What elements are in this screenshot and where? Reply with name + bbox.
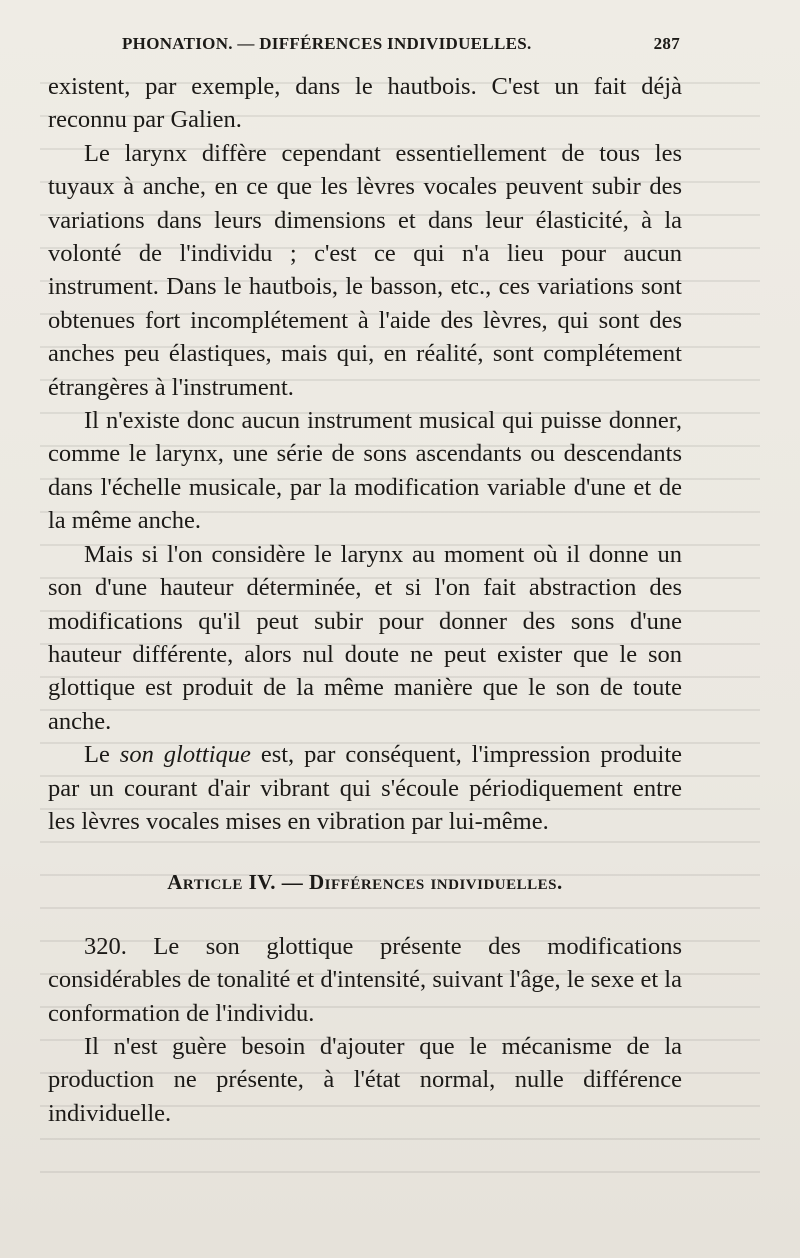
article-heading: Article IV. — Différences individuelles.: [167, 870, 563, 895]
running-title: PHONATION. — DIFFÉRENCES INDIVIDUELLES.: [122, 34, 532, 53]
numbered-paragraph: 320. Le son glottique présente des modifications considérables de tonalité et d'intensité, suivant l'âge, le sexe et la conformation de l'individu.: [48, 932, 682, 1027]
paragraph: [48, 738, 682, 838]
running-header: [122, 34, 680, 58]
paragraph: Il n'est guère besoin d'ajouter que le mécanisme de la production ne présente, à l'état normal, nulle différence individuelle.: [48, 1032, 682, 1127]
paragraph-continued: existent, par exemple, dans le hautbois. C'est un fait déjà reconnu par Galien.: [48, 73, 682, 134]
paragraph: Le larynx diffère cependant essentiellement de tous les tuyaux à anche, en ce que les lèvres vocales peuvent subir des variations dans leurs dimensions et dans leur élasticité, à la volonté de l'individu ; c'est ce qui n'a lieu pour aucun instrument. Dans le hautbois, le basson, etc., ces variations sont obtenues fort incomplétement à l'aide des lèvres, qui sont des anches peu élastiques, mais qui, en réalité, sont complétement étrangères à l'instrument.: [48, 139, 682, 401]
paragraph-text: Le: [84, 741, 120, 769]
body-text: [48, 70, 682, 1130]
page-number: 287: [653, 34, 680, 53]
italic-term: son glottique: [119, 741, 251, 769]
paragraph-text: est, par conséquent, l'impression produite par un courant d'air vibrant qui s'écoule périodiquement entre les lèvres vocales mises en vibration par lui-même.: [48, 741, 682, 835]
paragraph: Il n'existe donc aucun instrument musical qui puisse donner, comme le larynx, une série de sons ascendants ou descendants dans l'échelle musicale, par la modification variable d'une et de la même anche.: [48, 407, 682, 535]
paragraph: Mais si l'on considère le larynx au moment où il donne un son d'une hauteur déterminée, et si l'on fait abstraction des modifications qu'il peut subir pour donner des sons d'une hauteur différente, alors nul doute ne peut exister que le son glottique est produit de la même manière que le son de toute anche.: [48, 540, 682, 735]
